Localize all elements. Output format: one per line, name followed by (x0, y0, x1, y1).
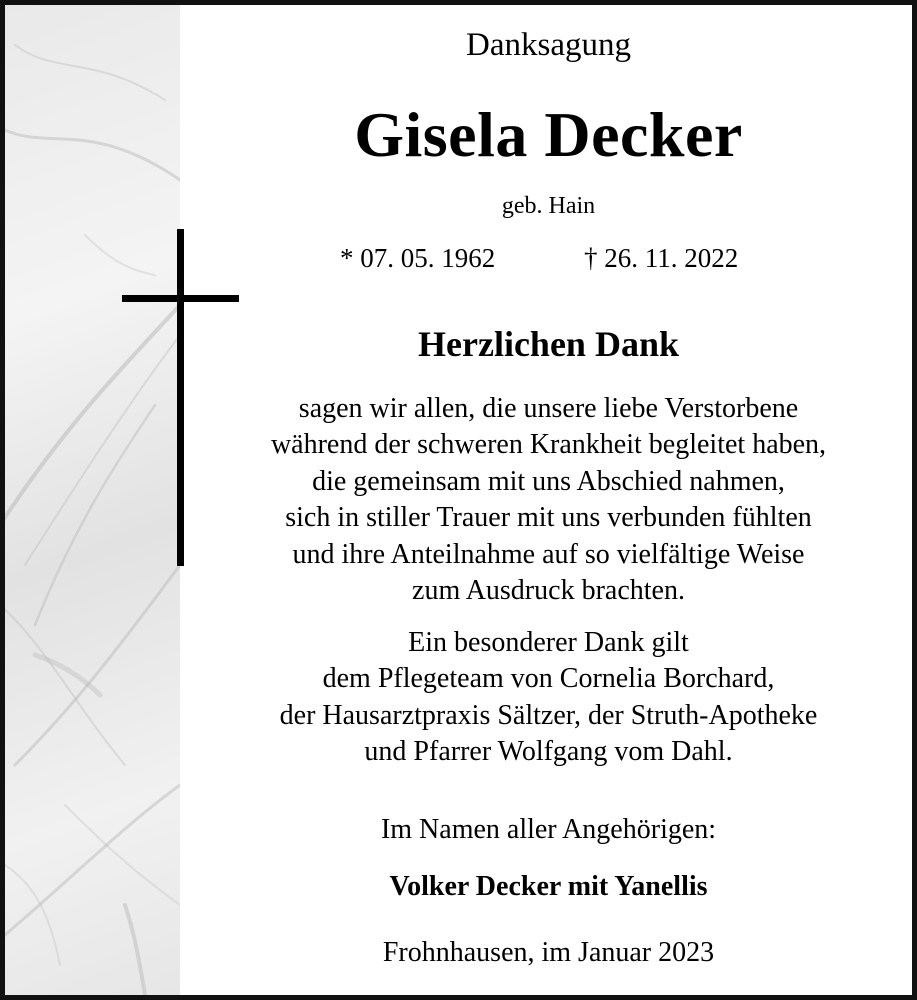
paragraph-line: und ihre Anteilnahme auf so vielfältige Weise (292, 538, 805, 570)
place-and-date: Frohnhausen, im Januar 2023 (382, 937, 715, 968)
paragraph-line: sagen wir allen, die unsere liebe Verstorbene (298, 393, 799, 424)
thanks-paragraph-1 (180, 391, 917, 609)
deceased-name: Gisela Decker (354, 99, 743, 170)
notice-content (180, 5, 917, 995)
paragraph-line: der Hausarztpraxis Sältzer, der Struth-Apotheke (279, 699, 818, 731)
closing-line: Im Namen aller Angehörigen: (380, 814, 717, 845)
paragraph-line: dem Pflegeteam von Cornelia Borchard, (322, 663, 775, 695)
paragraph-line: sich in stiller Trauer mit uns verbunden fühlten (285, 502, 812, 534)
paragraph-line: während der schweren Krankheit begleitet haben, (270, 429, 827, 461)
death-date: † 26. 11. 2022 (584, 243, 739, 273)
maiden-name: geb. Hain (501, 193, 596, 219)
thanks-title: Herzlichen Dank (418, 324, 679, 364)
marble-texture-panel (5, 5, 180, 995)
marble-texture (5, 5, 180, 995)
paragraph-line: zum Ausdruck brachten. (412, 575, 685, 607)
signature: Volker Decker mit Yanellis (389, 871, 708, 902)
paragraph-line: die gemeinsam mit uns Abschied nahmen, (312, 465, 785, 497)
thanks-paragraph-2 (180, 625, 917, 771)
birth-date: * 07. 05. 1962 (340, 243, 496, 273)
paragraph-line: und Pfarrer Wolfgang vom Dahl. (364, 736, 733, 768)
paragraph-line: Ein besonderer Dank gilt (408, 627, 689, 658)
notice-heading: Danksagung (466, 27, 631, 63)
